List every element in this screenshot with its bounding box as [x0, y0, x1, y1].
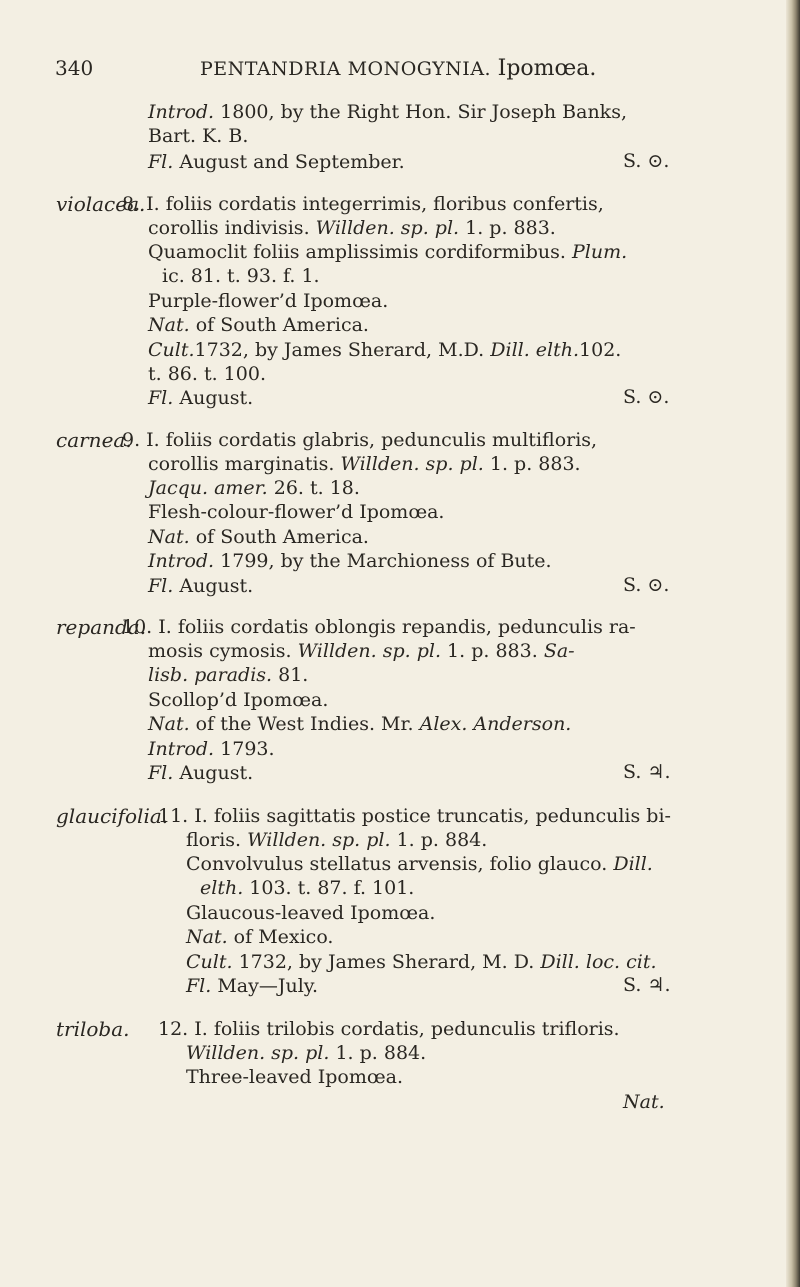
diagnosis-line: [148, 639, 575, 663]
catchword: [623, 1090, 665, 1114]
reference-tail: 1. p. 883.: [483, 453, 581, 475]
reference-tail: 1. p. 884.: [329, 1042, 427, 1064]
flowering-line: [148, 574, 253, 598]
running-title-genus: Ipomœa.: [497, 56, 597, 81]
collector-name: Alex. Anderson.: [419, 713, 572, 735]
reference: Willden. sp. pl.: [315, 217, 460, 239]
reference: Sa-: [543, 640, 575, 662]
nat-label: Nat.: [186, 926, 228, 948]
diagnosis-text: floris.: [186, 829, 242, 851]
species-name: triloba.: [56, 1017, 130, 1041]
flowering-line: [148, 761, 253, 785]
fl-label: Fl.: [148, 575, 174, 597]
common-name: Three-leaved Ipomœa.: [186, 1066, 404, 1088]
status-symbol: S. ♃.: [623, 761, 671, 783]
reference: Dill.: [613, 853, 653, 875]
native-text: of South America.: [195, 526, 369, 548]
reference-tail: 81.: [272, 664, 309, 686]
diagnosis-text: mosis cymosis.: [148, 640, 292, 662]
status-symbol: S. ⊙.: [623, 574, 670, 596]
common-name: Glaucous-leaved Ipomœa.: [186, 902, 436, 924]
flowering-text: May—July.: [211, 975, 319, 997]
nat-label: Nat.: [148, 314, 190, 336]
introd-line: [148, 100, 627, 124]
flowering-line: [148, 386, 253, 410]
diagnosis-line: 10. I. foliis cordatis oblongis repandis, pedunculis ra-: [122, 616, 636, 638]
native-text: of South America.: [195, 314, 369, 336]
reference: Willden. sp. pl.: [297, 640, 441, 662]
reference-line: [186, 1041, 426, 1065]
status-symbol: S. ♃.: [623, 974, 671, 996]
reference-line: t. 86. t. 100.: [148, 363, 266, 385]
cultivation-text: 1732, by James Sherard, M.D.: [194, 339, 485, 361]
catchword-text: Nat.: [623, 1091, 665, 1113]
introduction-text: 1793.: [214, 738, 275, 760]
native-line: [186, 925, 333, 949]
reference-tail: 1. p. 883.: [441, 640, 538, 662]
species-name: repanda.: [56, 615, 147, 639]
diagnosis-line: [148, 216, 556, 240]
common-name: Purple-flower’d Ipomœa.: [148, 290, 389, 312]
native-text: of the West Indies. Mr.: [189, 713, 414, 735]
status-symbol: S. ⊙.: [623, 150, 670, 172]
cultivation-line: [186, 950, 657, 974]
introd-label: Introd.: [148, 550, 215, 572]
cult-label: Cult.: [186, 951, 233, 973]
diagnosis-line: [186, 828, 487, 852]
reference: elth.: [200, 877, 244, 899]
page-edge-shadow: [786, 0, 800, 1287]
fl-label: Fl.: [186, 975, 212, 997]
running-title-text: PENTANDRIA MONOGYNIA.: [200, 58, 492, 80]
reference: Jacqu. amer.: [148, 477, 268, 499]
native-line: [148, 525, 369, 549]
common-name: Scollop’d Ipomœa.: [148, 689, 329, 711]
diagnosis-line: 11. I. foliis sagittatis postice truncatis, pedunculis bi-: [158, 805, 671, 827]
diagnosis-line: 12. I. foliis trilobis cordatis, pedunculis trifloris.: [158, 1018, 620, 1040]
reference-tail: 103. t. 87. f. 101.: [243, 877, 415, 899]
species-name: glaucifolia.: [56, 804, 169, 828]
reference-tail: 102.: [579, 339, 622, 361]
flowering-line: [148, 150, 405, 174]
nat-label: Nat.: [148, 713, 190, 735]
species-name: carnea.: [56, 428, 132, 452]
introd-cont-line: Bart. K. B.: [148, 125, 249, 147]
page-header: [55, 56, 695, 88]
reference: Willden. sp. pl.: [340, 453, 484, 475]
reference: Willden. sp. pl.: [186, 1042, 330, 1064]
native-line: [148, 712, 571, 736]
native-line: [148, 313, 369, 337]
reference-line: [148, 476, 360, 500]
running-title: [200, 56, 596, 81]
native-text: of Mexico.: [227, 926, 334, 948]
cultivation-text: 1732, by James Sherard, M. D.: [232, 951, 535, 973]
reference-line: [148, 663, 308, 687]
flowering-text: August.: [179, 575, 254, 597]
introduction-text: 1799, by the Marchioness of Bute.: [214, 550, 552, 572]
introd-label: Introd.: [148, 101, 215, 123]
diagnosis-line: [148, 452, 581, 476]
nat-label: Nat.: [148, 526, 190, 548]
reference-tail: 1. p. 883.: [459, 217, 556, 239]
cult-label: Cult.: [148, 339, 195, 361]
species-name: violacea.: [56, 192, 146, 216]
diagnosis-line: 8. I. foliis cordatis integerrimis, floribus confertis,: [122, 193, 604, 215]
reference: Plum.: [571, 241, 628, 263]
reference: Dill. elth.: [490, 339, 580, 361]
synonym-line: [186, 852, 653, 876]
reference-line: ic. 81. t. 93. f. 1.: [162, 265, 320, 287]
synonym-text: Convolvulus stellatus arvensis, folio glauco.: [186, 853, 608, 875]
reference: Willden. sp. pl.: [247, 829, 391, 851]
status-symbol: S. ⊙.: [623, 386, 670, 408]
cultivation-line: [148, 338, 621, 362]
synonym-line: [148, 240, 627, 264]
diagnosis-text: corollis marginatis.: [148, 453, 335, 475]
common-name: Flesh-colour-flower’d Ipomœa.: [148, 501, 445, 523]
flowering-text: August.: [179, 387, 254, 409]
introduction-line: [148, 549, 552, 573]
fl-label: Fl.: [148, 151, 174, 173]
reference: lisb. paradis.: [148, 664, 273, 686]
flowering-line: [186, 974, 318, 998]
diagnosis-line: 9. I. foliis cordatis glabris, pedunculis multifloris,: [122, 429, 598, 451]
synonym-text: Quamoclit foliis amplissimis cordiformibus.: [148, 241, 566, 263]
page-number: 340: [55, 56, 94, 80]
reference-tail: 1. p. 884.: [390, 829, 488, 851]
introd-label: Introd.: [148, 738, 215, 760]
flowering-text: August.: [173, 762, 254, 784]
reference-tail: 26. t. 18.: [267, 477, 360, 499]
diagnosis-text: corollis indivisis.: [148, 217, 310, 239]
reference: Dill. loc. cit.: [540, 951, 657, 973]
introduction-line: [148, 737, 275, 761]
fl-text: August and September.: [173, 151, 405, 173]
introd-text: 1800, by the Right Hon. Sir Joseph Banks,: [214, 101, 627, 123]
reference-line: [200, 876, 414, 900]
fl-label: Fl.: [148, 387, 174, 409]
fl-label: Fl.: [148, 762, 174, 784]
